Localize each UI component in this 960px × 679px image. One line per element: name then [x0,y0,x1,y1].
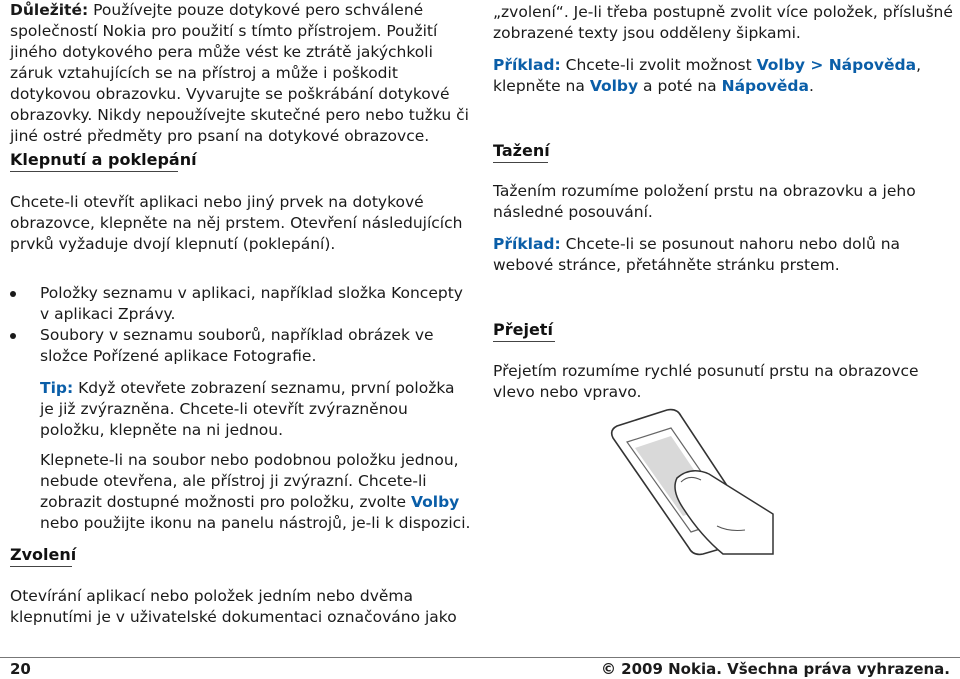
select-heading: Zvolení [10,545,77,564]
example1-separator: > [804,56,829,74]
swipe-heading: Přejetí [493,320,553,339]
example2-text: Chcete-li se posunout nahoru nebo dolů na webové stránce, přetáhněte stránku prstem. [493,235,901,274]
example2-label: Příklad: [493,235,561,253]
swipe-gesture-illustration [605,408,775,556]
bullet-2-text: Soubory v seznamu souborů, například obrázek ve složce Pořízené aplikace Fotografie. [40,326,434,365]
single-tap-after: nebo použijte ikonu na panelu nástrojů, je-li k dispozici. [40,514,471,532]
single-tap-before: Klepnete-li na soubor nebo podobnou položku jednou, nebude otevřena, ale přístroj ji zvýrazní. Chcete-li zobrazit dostupné možnosti pro položku, zvolte [40,451,459,511]
tap-heading-underline [10,171,178,172]
example1-label: Příklad: [493,56,561,74]
example1-t2: , klepněte na [493,56,921,95]
tap-heading: Klepnutí a poklepání [10,150,197,169]
swipe-paragraph: Přejetím rozumíme rychlé posunutí prstu na obrazovce vlevo nebo vpravo. [493,362,919,401]
example1-option-napoveda: Nápověda [828,56,917,74]
tap-paragraph: Chcete-li otevřít aplikaci nebo jiný prvek na dotykové obrazovce, klepněte na něj prstem. Otevření následujících prvků vyžaduje dvojí klepnutí (poklepání). [10,193,463,253]
bullet-1-dot [10,291,16,297]
swipe-heading-underline [493,341,555,342]
drag-heading-underline [493,162,548,163]
example1-t3: a poté na [638,77,722,95]
select-paragraph: Otevírání aplikací nebo položek jedním nebo dvěma klepnutími je v uživatelské dokumentaci označováno jako [10,587,457,626]
drag-paragraph: Tažením rozumíme položení prstu na obrazovku a jeho následné posouvání. [493,182,916,221]
example1-option-napoveda-2: Nápověda [721,77,809,95]
continued-paragraph: „zvolení“. Je-li třeba postupně zvolit více položek, příslušné zobrazené texty jsou odděleny šipkami. [493,3,953,42]
example1-option-volby: Volby [756,56,805,74]
copyright: © 2009 Nokia. Všechna práva vyhrazena. [600,660,950,678]
example1-paragraph [493,55,953,97]
tip-text: Když otevřete zobrazení seznamu, první položka je již zvýrazněna. Chcete-li otevřít zvýrazněnou položku, klepněte na ni jednou. [40,379,455,439]
example2-paragraph [493,234,953,276]
example1-option-volby-2: Volby [589,77,639,95]
example1-t1: Chcete-li zvolit možnost [560,56,757,74]
example1-t4: . [808,77,814,95]
warning-label: Důležité: [10,1,89,19]
drag-heading: Tažení [493,141,550,160]
page-number: 20 [10,660,31,678]
select-heading-underline [10,566,72,567]
warning-paragraph [10,0,475,147]
bullet-1-text: Položky seznamu v aplikaci, například složka Koncepty v aplikaci Zprávy. [40,284,463,323]
tip-label: Tip: [40,379,74,397]
single-tap-option: Volby [410,493,460,511]
single-tap-paragraph [40,450,475,534]
bullet-2-dot [10,333,16,339]
warning-line1: Používejte pouze dotykové pero schválené [88,1,424,19]
warning-text: společností Nokia pro použití s tímto přístrojem. Použití jiného dotykového pera může vést ke ztrátě jakýchkoli záruk vztahujících se na přístroj a může i poškodit dotykovou obrazovku. Vyvarujte se poškrábání dotykové obrazovky. Nikdy nepoužívejte skutečné pero nebo tužku či jiné ostré předměty pro psaní na dotykové obrazovce. [10,22,469,145]
tip-paragraph [40,378,470,441]
footer-divider [0,657,960,658]
